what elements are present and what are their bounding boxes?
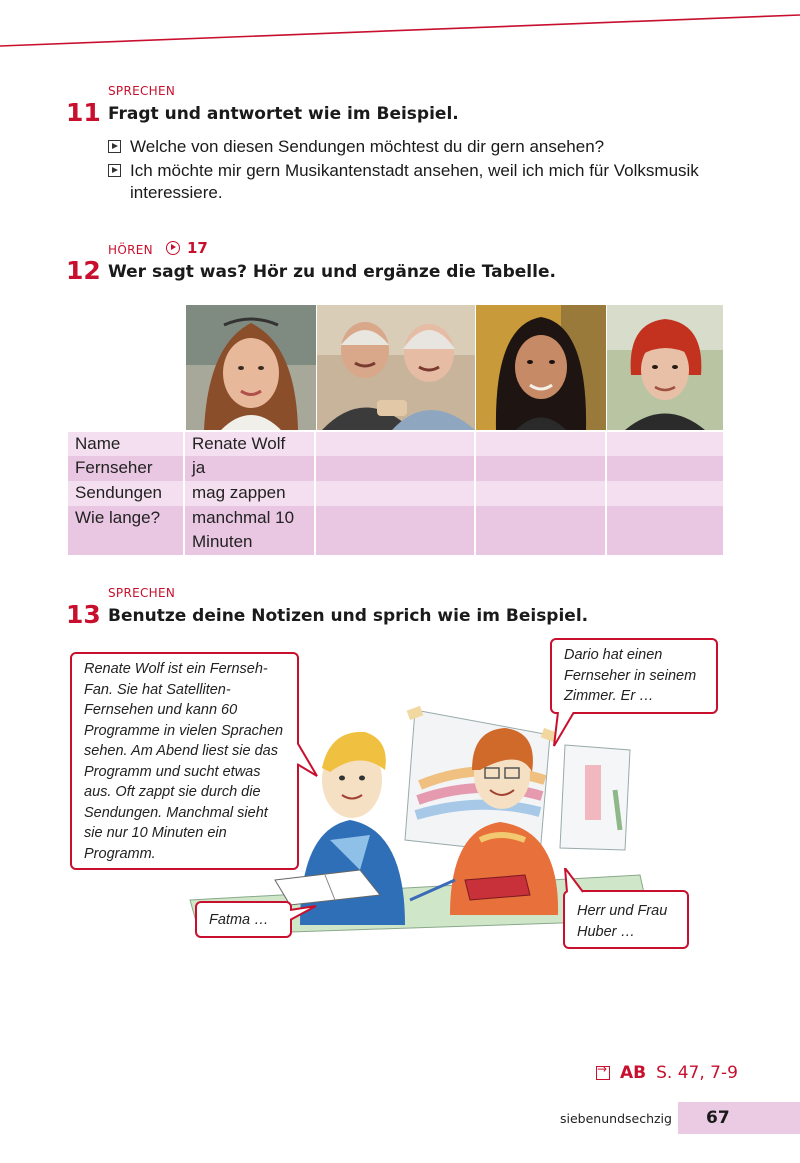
row-value: manchmal 10 Minuten bbox=[185, 506, 316, 555]
photo-boy-red-hair bbox=[607, 305, 723, 430]
ex11-line-2: Ich möchte mir gern Musikantenstadt ansehen, weil ich mich für Volksmusik interessiere. bbox=[130, 161, 699, 202]
bubble-tail bbox=[290, 904, 318, 924]
photo-elderly-couple bbox=[317, 305, 475, 430]
audio-track-number: 17 bbox=[187, 239, 208, 257]
ex12-skill-label: HÖREN bbox=[108, 243, 153, 257]
bubble-tail bbox=[563, 868, 587, 894]
play-icon[interactable] bbox=[108, 140, 121, 153]
top-rule-line bbox=[0, 0, 800, 60]
ab-page-ref: S. 47, 7-9 bbox=[656, 1063, 738, 1083]
bubble-dario-text: Dario hat einen Fernseher in seinem Zimmer. Er … bbox=[564, 647, 697, 704]
ex11-example-question bbox=[108, 136, 728, 158]
row-value: Renate Wolf bbox=[185, 432, 316, 456]
empty-cell[interactable] bbox=[316, 432, 476, 456]
bubble-fatma-text: Fatma … bbox=[209, 912, 269, 928]
bubble-huber-text: Herr und Frau Huber … bbox=[577, 903, 668, 940]
speech-bubble-renate bbox=[70, 652, 299, 870]
ex11-title: Fragt und antwortet wie im Beispiel. bbox=[108, 104, 459, 124]
speech-bubble-fatma bbox=[195, 901, 292, 938]
ex12-title: Wer sagt was? Hör zu und ergänze die Tabelle. bbox=[108, 262, 556, 282]
page-number: 67 bbox=[706, 1108, 730, 1128]
row-value: mag zappen bbox=[185, 481, 316, 506]
ex13-skill-label: SPRECHEN bbox=[108, 586, 176, 600]
table-row bbox=[68, 481, 723, 506]
empty-cell[interactable] bbox=[607, 432, 723, 456]
speech-bubble-huber bbox=[563, 890, 689, 949]
row-label: Wie lange? bbox=[68, 506, 185, 555]
empty-cell[interactable] bbox=[476, 432, 607, 456]
row-label: Fernseher bbox=[68, 456, 185, 481]
empty-cell[interactable] bbox=[607, 456, 723, 481]
empty-cell[interactable] bbox=[316, 481, 476, 506]
info-table bbox=[68, 432, 723, 555]
bubble-tail bbox=[552, 712, 578, 748]
table-row bbox=[68, 456, 723, 481]
page-number-word: siebenundsechzig bbox=[560, 1111, 672, 1126]
page-number-band bbox=[678, 1102, 800, 1134]
empty-cell[interactable] bbox=[476, 456, 607, 481]
ex11-example-answer bbox=[108, 160, 728, 204]
empty-cell[interactable] bbox=[316, 506, 476, 555]
workbook-reference[interactable] bbox=[596, 1063, 738, 1083]
empty-cell[interactable] bbox=[476, 506, 607, 555]
ex11-line-1: Welche von diesen Sendungen möchtest du dir gern ansehen? bbox=[130, 137, 605, 156]
row-label: Name bbox=[68, 432, 185, 456]
empty-cell[interactable] bbox=[607, 506, 723, 555]
ex11-skill-label: SPRECHEN bbox=[108, 84, 176, 98]
ex11-number: 11 bbox=[66, 98, 101, 127]
bubble-renate-text: Renate Wolf ist ein Fernseh-Fan. Sie hat Satelliten-Fernsehen und kann 60 Programme in vielen Sprachen sehen. Am Abend liest sie das Programm und sucht etwas aus. Oft zappt sie durch die Sendungen. Manchmal sieht sie nur 10 Minuten ein Programm. bbox=[84, 661, 284, 862]
ab-label: AB bbox=[620, 1063, 647, 1083]
row-value: ja bbox=[185, 456, 316, 481]
empty-cell[interactable] bbox=[607, 481, 723, 506]
table-row bbox=[68, 432, 723, 456]
empty-cell[interactable] bbox=[476, 481, 607, 506]
bubble-tail bbox=[297, 740, 321, 780]
photo-woman-renate bbox=[186, 305, 316, 430]
row-label: Sendungen bbox=[68, 481, 185, 506]
table-row bbox=[68, 506, 723, 555]
ex13-title: Benutze deine Notizen und sprich wie im Beispiel. bbox=[108, 606, 589, 626]
photo-girl-dark-hair bbox=[476, 305, 606, 430]
audio-play-icon[interactable] bbox=[166, 241, 180, 255]
empty-cell[interactable] bbox=[316, 456, 476, 481]
ex12-number: 12 bbox=[66, 256, 101, 285]
arrow-box-icon bbox=[596, 1066, 610, 1080]
play-icon[interactable] bbox=[108, 164, 121, 177]
ex13-number: 13 bbox=[66, 600, 101, 629]
speech-bubble-dario bbox=[550, 638, 718, 714]
